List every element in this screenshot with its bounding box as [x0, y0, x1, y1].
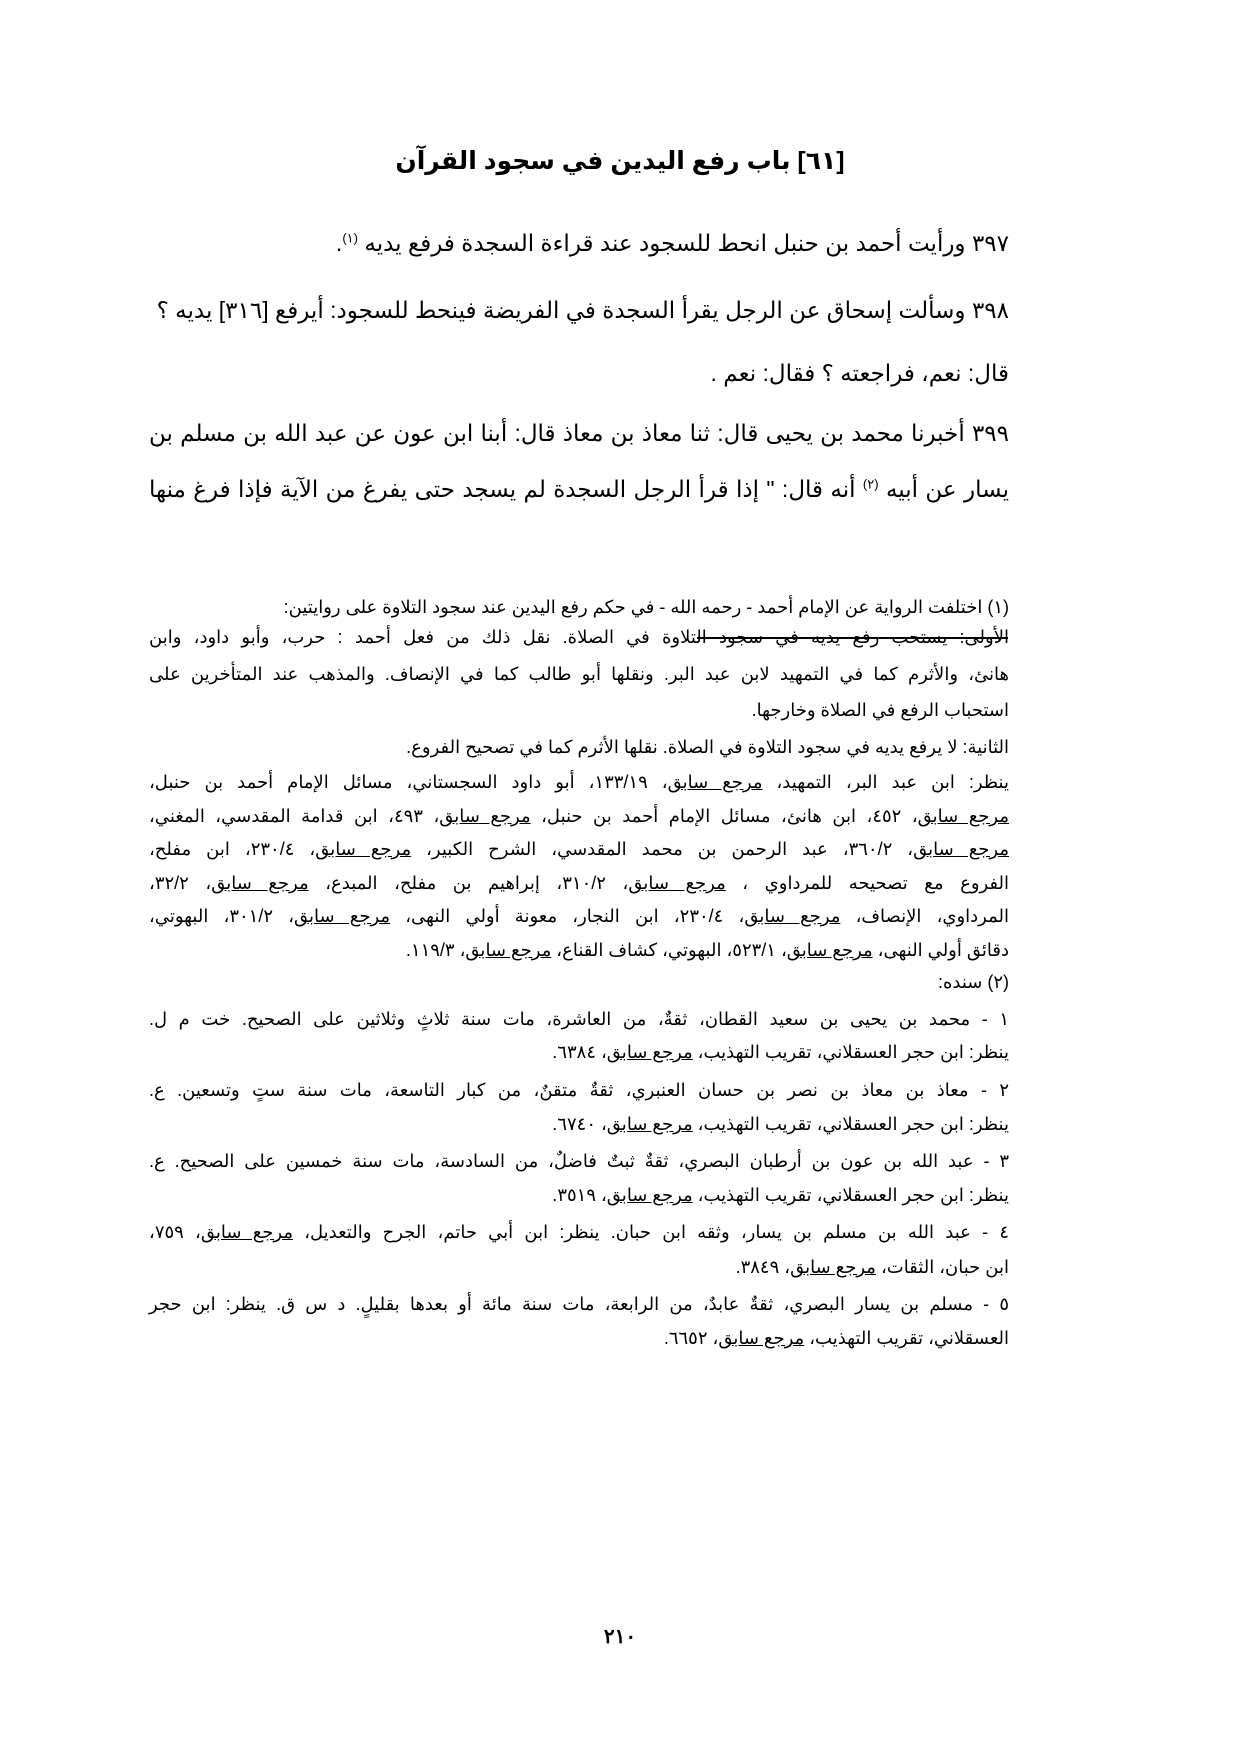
citation-text: ، ٦٦٥٢.: [663, 1328, 719, 1348]
footnote-line: [664, 1323, 1009, 1353]
citation-text: ، ٣٨٤٩.: [735, 1257, 791, 1277]
previous-reference-link[interactable]: مرجع سابق: [628, 873, 726, 893]
citation-text: ينظر: ابن عبد البر، التمهيد،: [762, 772, 1009, 792]
paragraph-399-text-b: أنه قال: " إذا قرأ الرجل السجدة لم يسجد حتى يفرغ من الآية فإذا فرغ منها: [149, 476, 856, 502]
footnote-line: [149, 868, 1009, 898]
footnote-line: الثانية: لا يرفع يديه في سجود التلاوة في الصلاة. نقلها الأثرم كما في تصحيح الفروع.: [406, 737, 1009, 757]
citation-text: ، ٦٣٨٤.: [552, 1042, 607, 1062]
narrator-5: ٥ - مسلم بن يسار البصري، ثقةٌ عابدٌ، من الرابعة، مات سنة مائة أو بعدها بقليلٍ. د س ق. ينظر: ابن حجر: [149, 1294, 1009, 1314]
citation-text: المرداوي، الإنصاف،: [840, 906, 1010, 926]
paragraph-397: [336, 230, 1009, 257]
paragraph-398: ٣٩٨ وسألت إسحاق عن الرجل يقرأ السجدة في الفريضة فينحط للسجود: أيرفع [٣١٦] يديه ؟: [156, 297, 1009, 323]
paragraph-397-end: .: [335, 230, 343, 256]
narrator-1: ١ - محمد بن يحيى بن سعيد القطان، ثقةٌ، من العاشرة، مات سنة ثلاثٍ وثلاثين على الصحيح. خت م ل.: [149, 1009, 1009, 1029]
previous-reference-link[interactable]: مرجع سابق: [294, 906, 391, 926]
citation-text: ينظر: ابن حجر العسقلاني، تقريب التهذيب،: [692, 1042, 1009, 1062]
previous-reference-link[interactable]: مرجع سابق: [667, 772, 763, 792]
previous-reference-link[interactable]: مرجع سابق: [790, 1257, 876, 1277]
citation-text: ، ٢٣٠/٤، ابن مفلح،: [149, 839, 316, 859]
paragraph-399-line-1: ٣٩٩ أخبرنا محمد بن يحيى قال: ثنا معاذ بن معاذ قال: أبنا ابن عون عن عبد الله بن مسلم بن: [149, 420, 1009, 446]
previous-reference-link[interactable]: مرجع سابق: [465, 940, 552, 960]
citation-text: الفروع مع تصحيحه للمرداوي ،: [725, 873, 1010, 893]
citation-text: ، ٣١٠/٢، إبراهيم بن مفلح، المبدع،: [308, 873, 629, 893]
previous-reference-link[interactable]: مرجع سابق: [606, 1185, 693, 1205]
previous-reference-link[interactable]: مرجع سابق: [718, 1328, 805, 1348]
paragraph-398-answer: قال: نعم، فراجعته ؟ فقال: نعم .: [710, 360, 1009, 386]
page-number: ٢١٠: [603, 1624, 637, 1648]
footnote-line: الأولى: يستحب رفع يديه في سجود التلاوة في الصلاة. نقل ذلك من فعل أحمد : حرب، وأبو داود، وابن: [149, 627, 1009, 647]
citation-text: ، ٤٩٣، ابن قدامة المقدسي، المغني،: [149, 806, 440, 826]
footnote-line: [149, 901, 1009, 931]
citation-text: ينظر: ابن حجر العسقلاني، تقريب التهذيب،: [692, 1114, 1009, 1134]
paragraph-399-text-a: يسار عن أبيه: [885, 476, 1010, 502]
previous-reference-link[interactable]: مرجع سابق: [606, 1042, 693, 1062]
citation-text: العسقلاني، تقريب التهذيب،: [804, 1328, 1009, 1348]
footnote-line: [552, 1180, 1009, 1210]
previous-reference-link[interactable]: مرجع سابق: [439, 806, 531, 826]
footnote-line: [149, 834, 1009, 864]
citation-text: ، ٥٢٣/١، البهوتي، كشاف القناع،: [551, 940, 787, 960]
footnote-2-intro: (٢) سنده:: [937, 972, 1009, 992]
citation-text: ينظر: ابن حجر العسقلاني، تقريب التهذيب،: [692, 1185, 1009, 1205]
citation-text: ، ٧٥٩،: [149, 1222, 201, 1242]
footnote-marker-2[interactable]: (٢): [862, 476, 879, 492]
citation-text: ، ٣٠١/٢، البهوتي،: [149, 906, 295, 926]
previous-reference-link[interactable]: مرجع سابق: [315, 839, 412, 859]
paragraph-399-line-2: [149, 476, 1009, 503]
previous-reference-link[interactable]: مرجع سابق: [786, 940, 873, 960]
previous-reference-link[interactable]: مرجع سابق: [200, 1222, 293, 1242]
citation-text: ، ١١٩/٣.: [405, 940, 466, 960]
paragraph-397-text: ٣٩٧ ورأيت أحمد بن حنبل انحط للسجود عند قراءة السجدة فرفع يديه: [364, 230, 1009, 256]
citation-text: ، ٤٥٢، ابن هانئ، مسائل الإمام أحمد بن حنبل،: [530, 806, 918, 826]
previous-reference-link[interactable]: مرجع سابق: [211, 873, 309, 893]
footnote-marker-1[interactable]: (١): [342, 230, 358, 246]
previous-reference-link[interactable]: مرجع سابق: [917, 806, 1009, 826]
footnote-line: [552, 1037, 1009, 1067]
footnote-line: استحباب الرفع في الصلاة وخارجها.: [751, 700, 1009, 720]
footnote-line: هانئ، والأثرم كما في التمهيد لابن عبد البر. ونقلها أبو طالب كما في الإنصاف. والمذهب عند المتأخرين على: [149, 664, 1009, 684]
citation-text: ، ٢٣٠/٤، ابن النجار، معونة أولي النهى،: [390, 906, 745, 926]
previous-reference-link[interactable]: مرجع سابق: [606, 1114, 693, 1134]
narrator-4: [149, 1217, 1009, 1247]
footnote-line: [149, 767, 1009, 797]
footnote-1-intro: (١) اختلفت الرواية عن الإمام أحمد - رحمه الله - في حكم رفع اليدين عند سجود التلاوة على روايتين:: [283, 597, 1009, 617]
citation-text: ، ٦٧٤٠.: [552, 1114, 607, 1134]
citation-text: ، ٣٥١٩.: [552, 1185, 607, 1205]
footnote-line: [552, 1109, 1009, 1139]
citation-text: ، ٣٢/٢،: [149, 873, 212, 893]
footnote-line: [149, 801, 1009, 831]
chapter-title: [٦١] باب رفع اليدين في سجود القرآن: [395, 147, 845, 175]
narrator-3: ٣ - عبد الله بن عون بن أرطبان البصري، ثقةٌ ثبتٌ فاضلٌ، من السادسة، مات سنة خمسين على الصحيح. ع.: [149, 1151, 1009, 1171]
citation-text: ، ٣٦٠/٢، عبد الرحمن بن محمد المقدسي، الشرح الكبير،: [411, 839, 914, 859]
footnote-line: [406, 935, 1009, 965]
citation-text: ، ١٣٣/١٩، أبو داود السجستاني، مسائل الإمام أحمد بن حنبل،: [149, 772, 668, 792]
narrator-2: ٢ - معاذ بن معاذ بن نصر بن حسان العنبري، ثقةٌ متقنٌ، من كبار التاسعة، مات سنة ستٍ وتسعين. ع.: [149, 1080, 1010, 1100]
previous-reference-link[interactable]: مرجع سابق: [744, 906, 841, 926]
citation-text: ابن حبان، الثقات،: [875, 1257, 1009, 1277]
footnote-line: [736, 1252, 1009, 1282]
citation-text: دقائق أولي النهى،: [872, 940, 1009, 960]
citation-text: ٤ - عبد الله بن مسلم بن يسار، وثقه ابن حبان. ينظر: ابن أبي حاتم، الجرح والتعديل،: [292, 1222, 1009, 1242]
previous-reference-link[interactable]: مرجع سابق: [913, 839, 1009, 859]
